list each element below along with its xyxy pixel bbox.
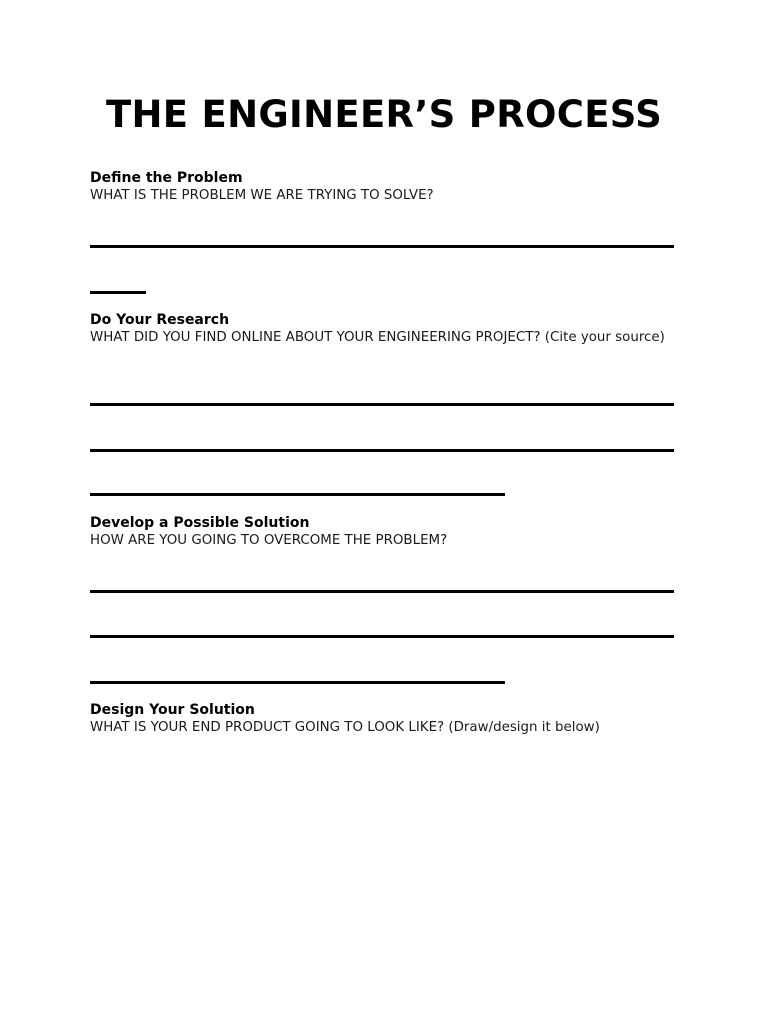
section-prompt-define-problem: WHAT IS THE PROBLEM WE ARE TRYING TO SOLVE?	[90, 188, 434, 203]
answer-line[interactable]	[90, 635, 674, 638]
section-heading-research: Do Your Research	[90, 312, 230, 328]
answer-line[interactable]	[90, 403, 674, 406]
section-heading-define-problem: Define the Problem	[90, 170, 243, 186]
answer-line[interactable]	[90, 493, 505, 496]
section-prompt-research: WHAT DID YOU FIND ONLINE ABOUT YOUR ENGINEERING PROJECT? (Cite your source)	[90, 330, 665, 345]
answer-line[interactable]	[90, 681, 505, 684]
section-prompt-design-solution: WHAT IS YOUR END PRODUCT GOING TO LOOK LIKE? (Draw/design it below)	[90, 720, 600, 735]
section-heading-possible-solution: Develop a Possible Solution	[90, 515, 310, 531]
answer-line[interactable]	[90, 449, 674, 452]
section-heading-design-solution: Design Your Solution	[90, 702, 255, 718]
page-title: THE ENGINEER’S PROCESS	[105, 93, 663, 136]
drawing-area[interactable]	[90, 745, 674, 995]
answer-line[interactable]	[90, 590, 674, 593]
answer-line[interactable]	[90, 291, 146, 294]
answer-line[interactable]	[90, 245, 674, 248]
section-prompt-possible-solution: HOW ARE YOU GOING TO OVERCOME THE PROBLEM?	[90, 533, 448, 548]
